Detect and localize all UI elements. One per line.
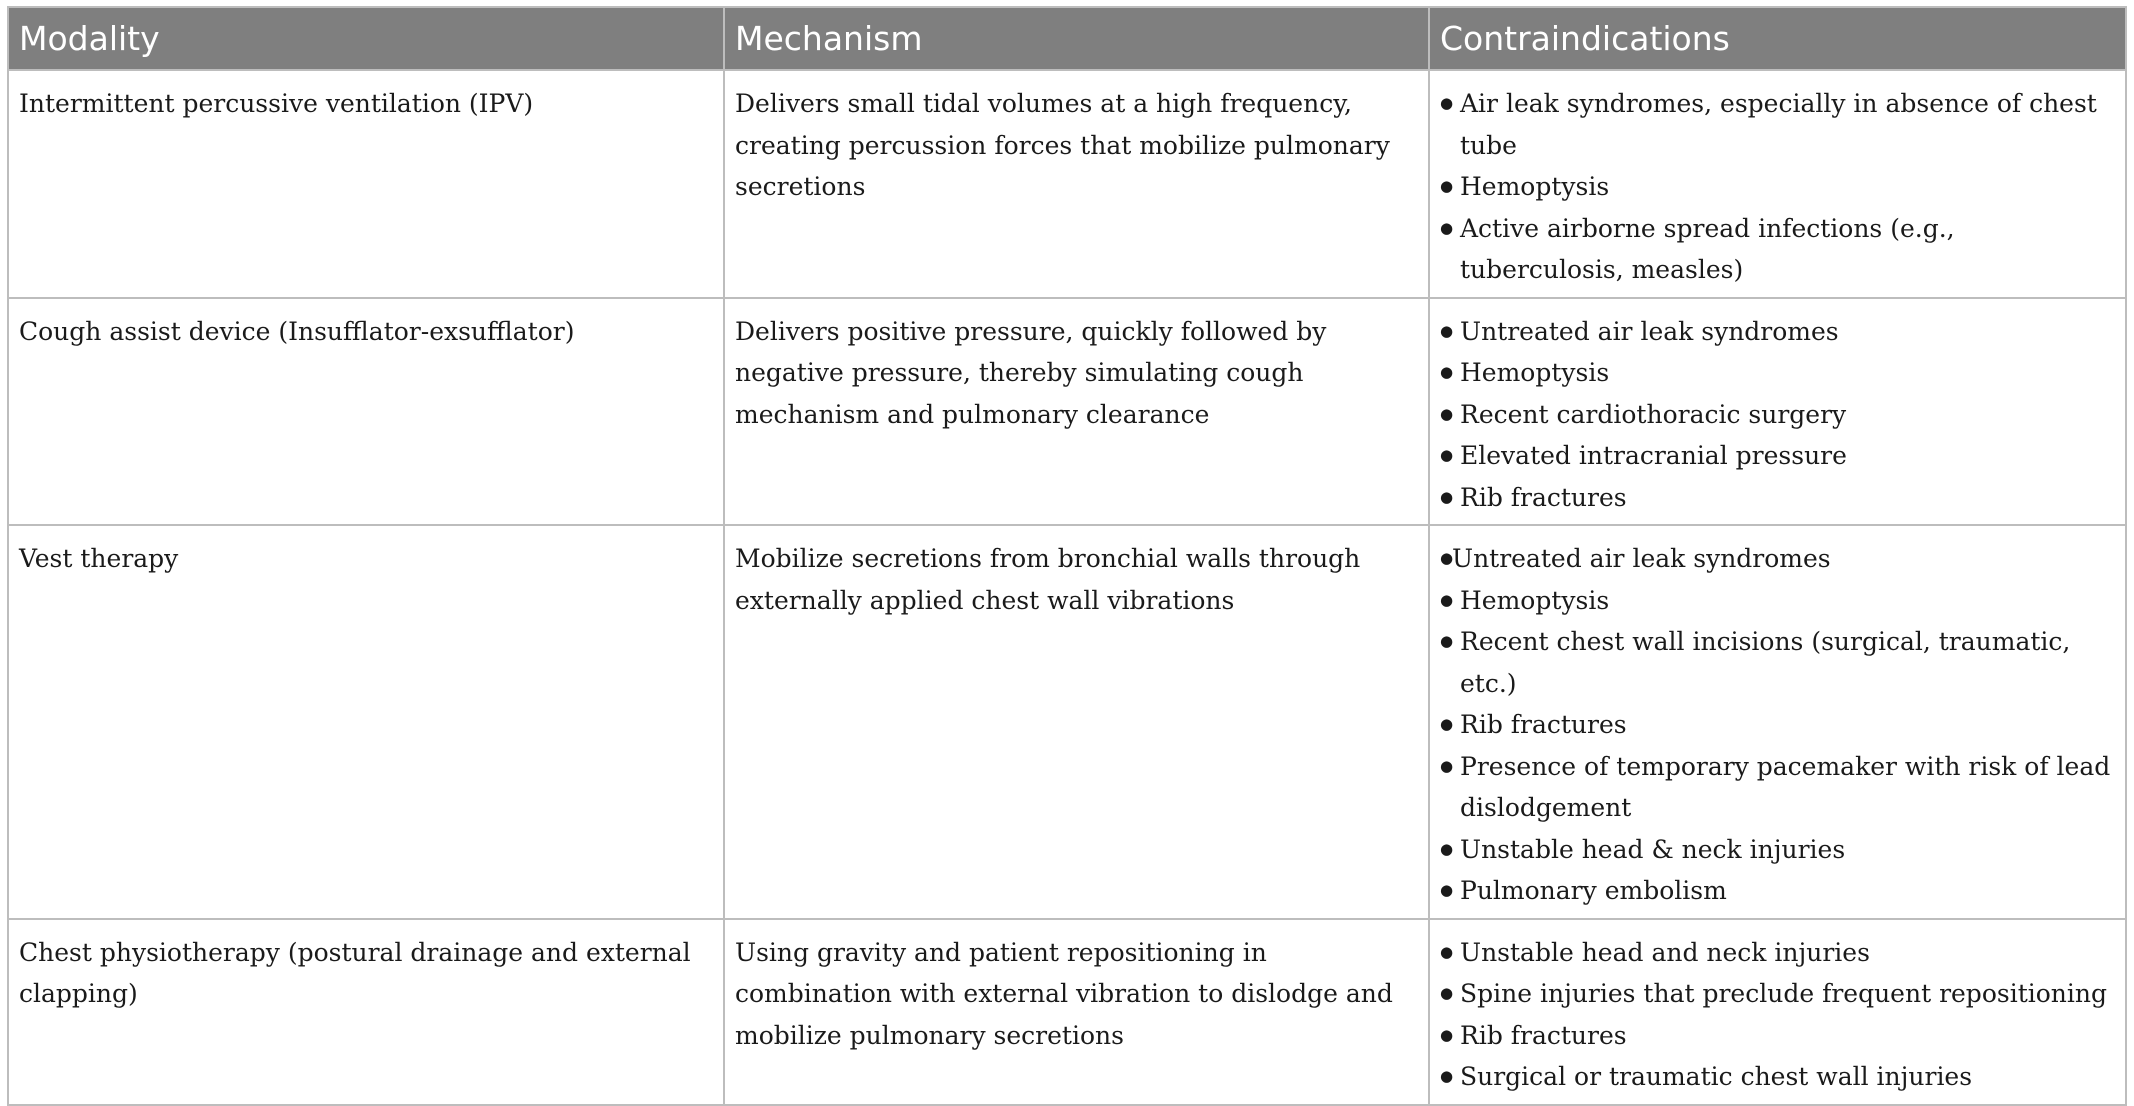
contraindications-list bbox=[1440, 83, 2115, 291]
contraindication-item: ● Unstable head and neck injuries bbox=[1440, 932, 2115, 974]
contraindications-list bbox=[1440, 311, 2115, 519]
header-contraindications: Contraindications bbox=[1429, 7, 2126, 70]
table-row bbox=[8, 525, 2126, 919]
contraindication-item: ● Air leak syndromes, especially in absence of chest tube bbox=[1440, 83, 2115, 166]
contraindication-item: ● Unstable head & neck injuries bbox=[1440, 829, 2115, 871]
header-row bbox=[8, 7, 2126, 70]
header-modality: Modality bbox=[8, 7, 724, 70]
mechanism-cell: Mobilize secretions from bronchial walls through externally applied chest wall vibrations bbox=[724, 525, 1429, 919]
contraindication-item: ● Active airborne spread infections (e.g., tuberculosis, measles) bbox=[1440, 208, 2115, 291]
contraindication-item: ● Spine injuries that preclude frequent repositioning bbox=[1440, 973, 2115, 1015]
contraindications-cell bbox=[1429, 525, 2126, 919]
contraindication-item: ● Untreated air leak syndromes bbox=[1440, 538, 2115, 580]
contraindications-cell bbox=[1429, 70, 2126, 298]
modality-cell: Intermittent percussive ventilation (IPV) bbox=[8, 70, 724, 298]
modality-cell: Cough assist device (Insufflator-exsufflator) bbox=[8, 298, 724, 526]
contraindication-item: ● Hemoptysis bbox=[1440, 580, 2115, 622]
header-mechanism: Mechanism bbox=[724, 7, 1429, 70]
table-row bbox=[8, 70, 2126, 298]
mechanism-cell: Delivers small tidal volumes at a high frequency, creating percussion forces that mobilize pulmonary secretions bbox=[724, 70, 1429, 298]
modality-cell: Chest physiotherapy (postural drainage and external clapping) bbox=[8, 919, 724, 1105]
table-row bbox=[8, 919, 2126, 1105]
modality-cell: Vest therapy bbox=[8, 525, 724, 919]
contraindications-table bbox=[7, 6, 2127, 1106]
contraindication-item: ● Hemoptysis bbox=[1440, 352, 2115, 394]
contraindication-item: ● Rib fractures bbox=[1440, 704, 2115, 746]
contraindication-item: ● Presence of temporary pacemaker with risk of lead dislodgement bbox=[1440, 746, 2115, 829]
contraindication-item: ● Untreated air leak syndromes bbox=[1440, 311, 2115, 353]
mechanism-cell: Using gravity and patient repositioning in combination with external vibration to dislodge and mobilize pulmonary secretions bbox=[724, 919, 1429, 1105]
contraindications-list bbox=[1440, 932, 2115, 1098]
contraindication-item: ● Hemoptysis bbox=[1440, 166, 2115, 208]
contraindications-list bbox=[1440, 538, 2115, 912]
contraindications-cell bbox=[1429, 298, 2126, 526]
contraindication-item: ● Surgical or traumatic chest wall injuries bbox=[1440, 1056, 2115, 1098]
contraindication-item: ● Recent cardiothoracic surgery bbox=[1440, 394, 2115, 436]
contraindication-item: ● Rib fractures bbox=[1440, 1015, 2115, 1057]
table-row bbox=[8, 298, 2126, 526]
contraindications-cell bbox=[1429, 919, 2126, 1105]
contraindication-item: ● Recent chest wall incisions (surgical, traumatic, etc.) bbox=[1440, 621, 2115, 704]
contraindication-item: ● Pulmonary embolism bbox=[1440, 870, 2115, 912]
table-container bbox=[7, 6, 2125, 1106]
contraindication-item: ● Rib fractures bbox=[1440, 477, 2115, 519]
mechanism-cell: Delivers positive pressure, quickly followed by negative pressure, thereby simulating cough mechanism and pulmonary clearance bbox=[724, 298, 1429, 526]
contraindication-item: ● Elevated intracranial pressure bbox=[1440, 435, 2115, 477]
